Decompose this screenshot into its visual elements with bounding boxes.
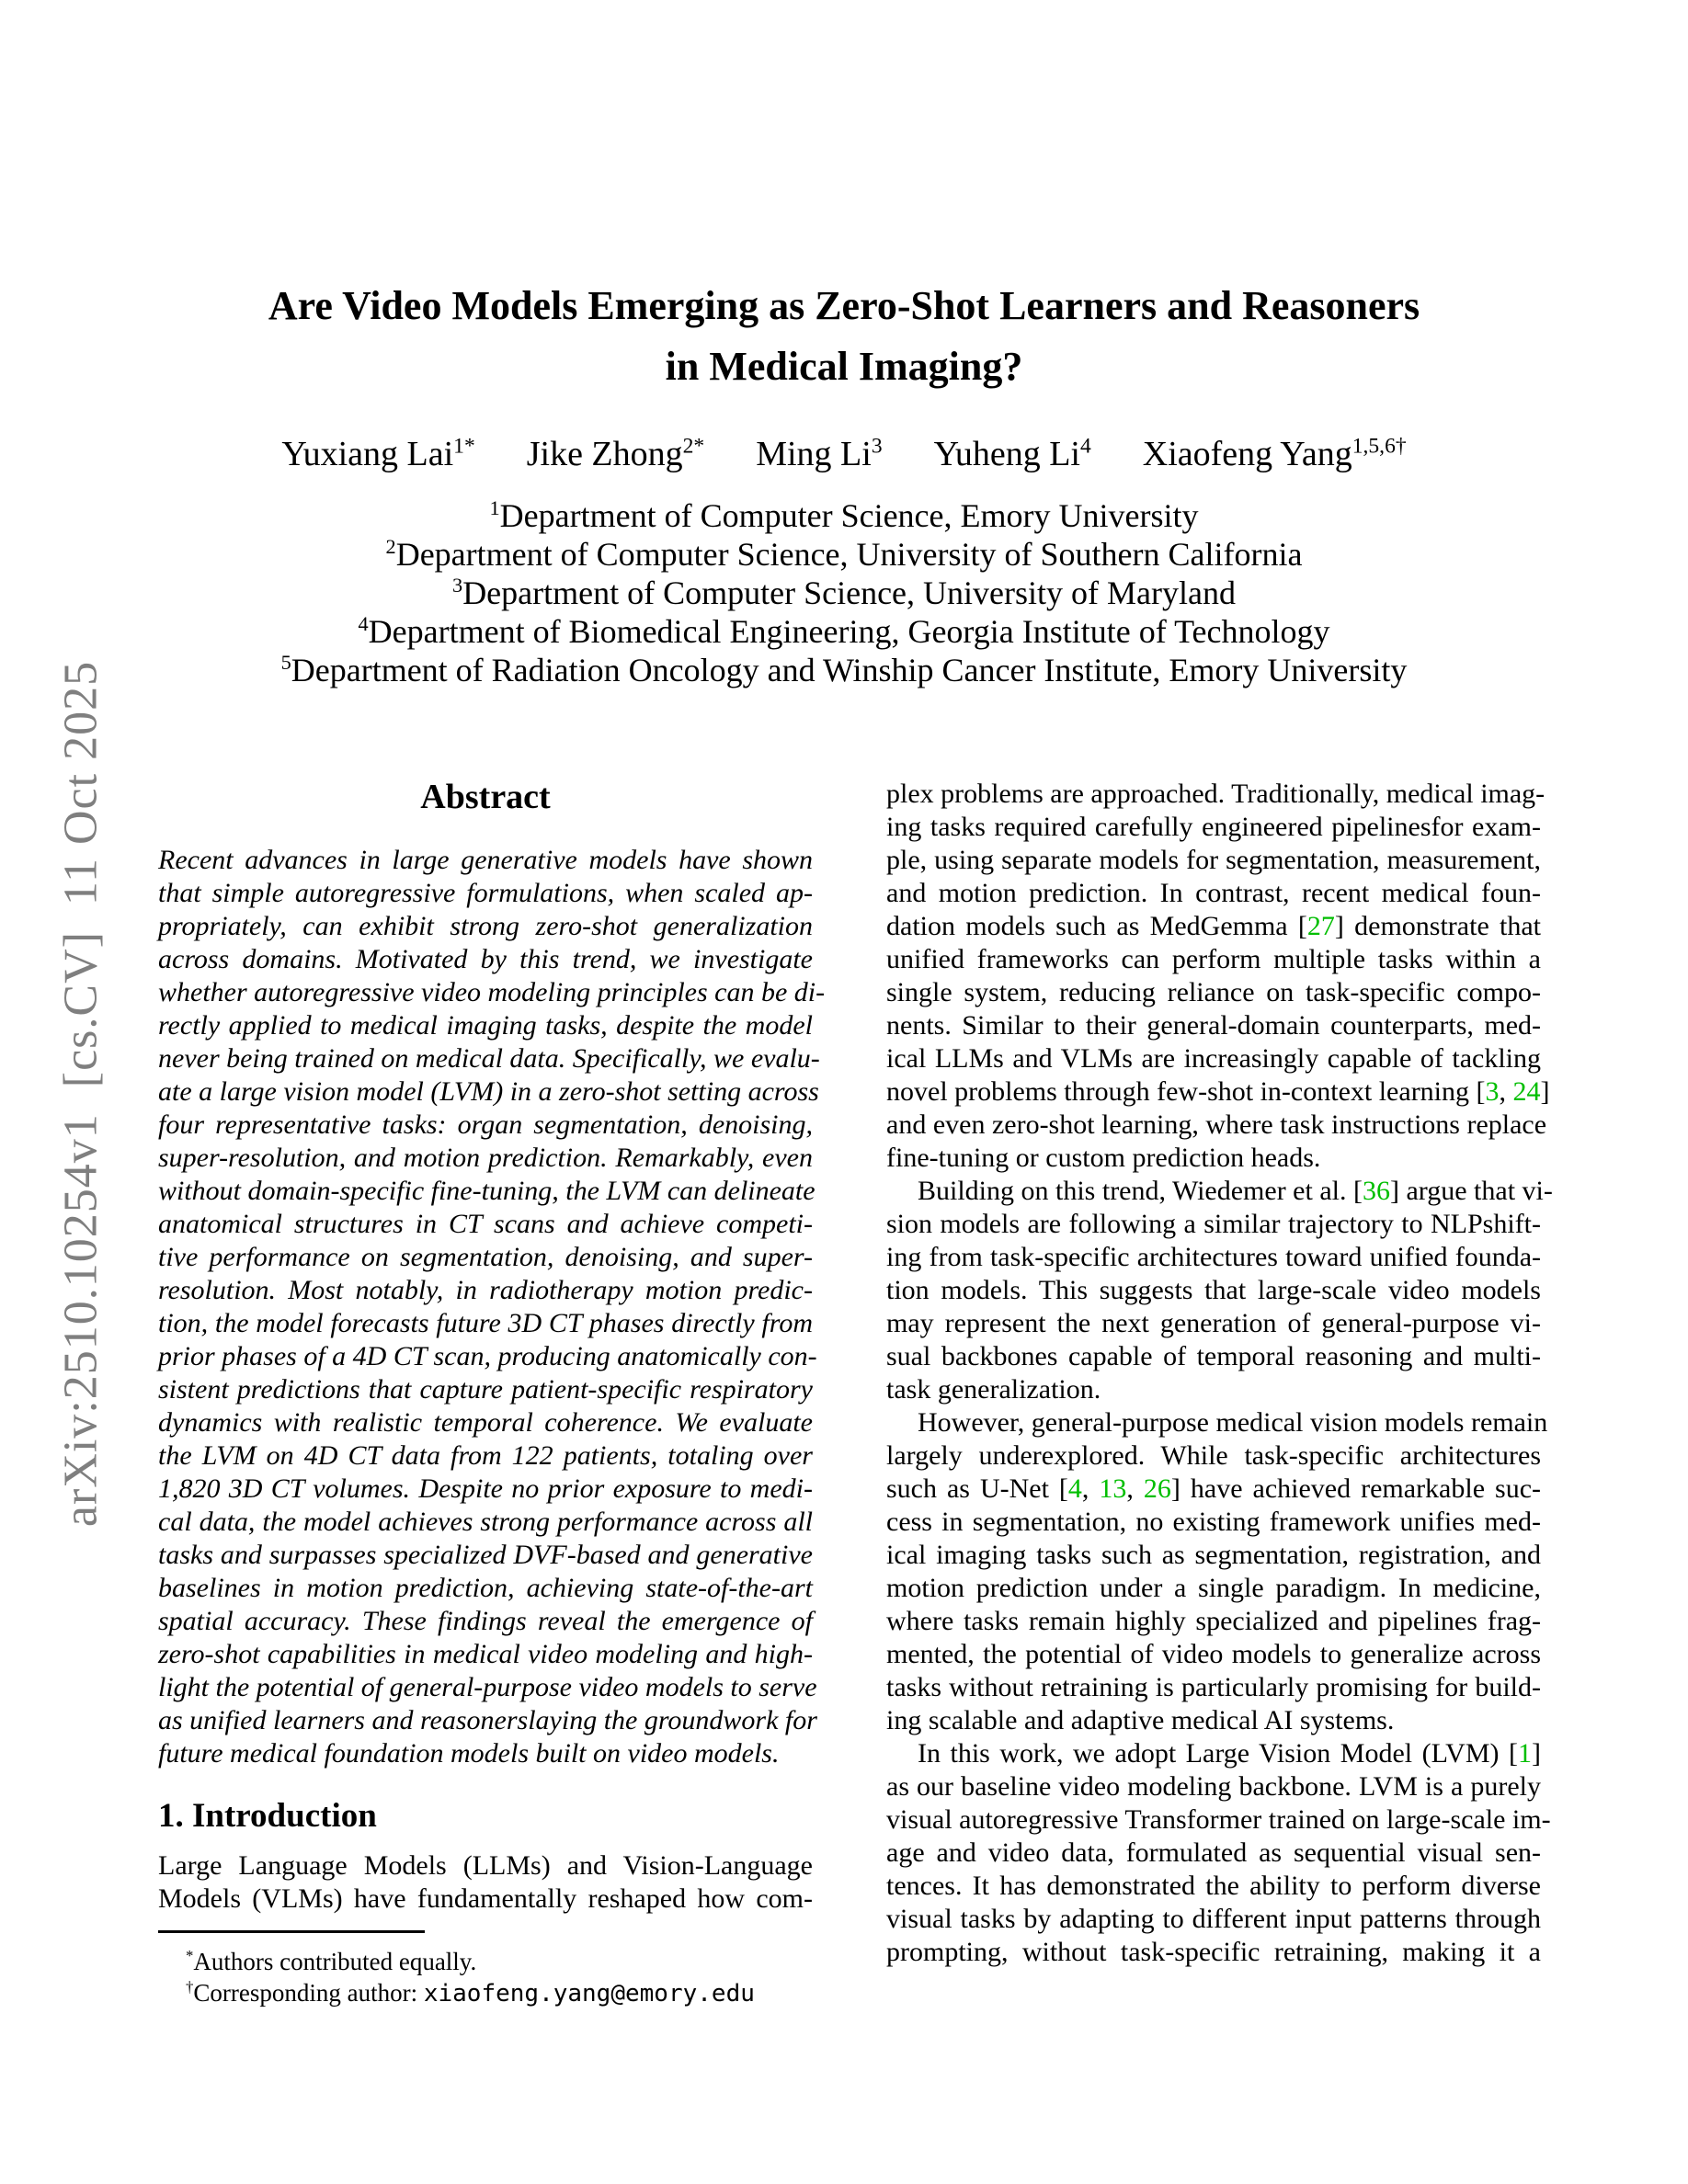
- right-column-text: [886, 778, 1553, 1969]
- text-line: as our baseline video modeling backbone. LVM is a purely: [886, 1771, 1541, 1802]
- paragraph: [158, 844, 826, 1770]
- affiliation-line: $^1$Department of Computer Science, Emory University: [489, 496, 1199, 534]
- text-line: novel problems through few-shot in-context learning [3, 24]: [886, 1076, 1550, 1107]
- author-list: [0, 434, 1688, 474]
- text-line: fine-tuning or custom prediction heads.: [886, 1143, 1321, 1173]
- text-line: ing tasks required carefully engineered pipelinesfor exam-: [886, 812, 1541, 842]
- text-line: dynamics with realistic temporal coherence. We evaluate: [158, 1407, 813, 1438]
- footnote-rule: [158, 1930, 425, 1933]
- author-name: Ming Li$^3$: [756, 434, 883, 473]
- author-name: Yuheng Li$^4$: [933, 434, 1091, 473]
- text-line: motion prediction under a single paradigm. In medicine,: [886, 1573, 1541, 1603]
- author-name: Yuxiang Lai$^{1*}$: [281, 434, 475, 473]
- text-line: ical LLMs and VLMs are increasingly capable of tackling: [886, 1043, 1541, 1074]
- affiliation-line: $^3$Department of Computer Science, University of Maryland: [452, 574, 1236, 611]
- text-line: age and video data, formulated as sequential visual sen-: [886, 1837, 1541, 1868]
- text-line: dation models such as MedGemma [27] demonstrate that: [886, 911, 1542, 941]
- text-line: prompting, without task-specific retraining, making it a: [886, 1937, 1541, 1967]
- author-name: Xiaofeng Yang$^{1,5,6\dagger}$: [1142, 434, 1407, 473]
- text-line: Building on this trend, Wiedemer et al. [36] argue that vi-: [918, 1176, 1553, 1206]
- text-line: Models (VLMs) have fundamentally reshaped how com-: [158, 1883, 813, 1914]
- paragraph: [886, 1175, 1553, 1406]
- affiliation-marker: 3: [452, 574, 463, 597]
- paragraph: [886, 778, 1550, 1175]
- right-column: [886, 778, 1553, 2009]
- footnote: †Corresponding author: xiaofeng.yang@emory.edu: [186, 1978, 755, 2008]
- text-line: spatial accuracy. These findings reveal the emergence of: [158, 1606, 813, 1636]
- text-line: resolution. Most notably, in radiotherapy motion predic-: [158, 1275, 813, 1305]
- text-line: prior phases of a 4D CT scan, producing anatomically con-: [158, 1341, 817, 1371]
- affiliation-list: [0, 496, 1688, 689]
- text-line: tasks without retraining is particularly promising for build-: [886, 1672, 1541, 1702]
- text-line: largely underexplored. While task-specific architectures: [886, 1440, 1541, 1471]
- footnote-block: [158, 1930, 813, 2009]
- citation-link[interactable]: 24: [1512, 1076, 1541, 1107]
- text-line: propriately, can exhibit strong zero-shot generalization: [158, 911, 813, 941]
- paragraph: [158, 1849, 813, 1916]
- text-line: without domain-specific fine-tuning, the LVM can delineate: [158, 1176, 815, 1206]
- paragraph: [886, 1737, 1551, 1969]
- two-column-body: [0, 778, 1688, 2009]
- abstract-text: [158, 844, 826, 1770]
- citation-link[interactable]: 3: [1485, 1076, 1500, 1107]
- text-line: that simple autoregressive formulations, when scaled ap-: [158, 878, 813, 908]
- text-line: tion, the model forecasts future 3D CT phases directly from: [158, 1308, 813, 1338]
- email-link[interactable]: xiaofeng.yang@emory.edu: [423, 1980, 755, 2008]
- citation-link[interactable]: 27: [1306, 911, 1335, 941]
- introduction-text: [158, 1849, 813, 1916]
- text-line: sistent predictions that capture patient-specific respiratory: [158, 1374, 813, 1405]
- text-line: ate a large vision model (LVM) in a zero-shot setting across: [158, 1076, 819, 1107]
- text-line: such as U-Net [4, 13, 26] have achieved remarkable suc-: [886, 1473, 1541, 1504]
- author-affiliation-marker: 4: [1079, 434, 1091, 459]
- affiliation-marker: 2: [385, 535, 396, 558]
- text-line: visual autoregressive Transformer trained on large-scale im-: [886, 1804, 1551, 1835]
- affiliation-line: $^5$Department of Radiation Oncology and Winship Cancer Institute, Emory University: [280, 651, 1408, 688]
- affiliation-marker: 4: [358, 612, 369, 635]
- text-line: four representative tasks: organ segmentation, denoising,: [158, 1109, 813, 1140]
- text-line: sion models are following a similar trajectory to NLPshift-: [886, 1209, 1541, 1239]
- text-line: and motion prediction. In contrast, recent medical foun-: [886, 878, 1541, 908]
- abstract-heading: Abstract: [420, 778, 551, 816]
- text-line: tive performance on segmentation, denoising, and super-: [158, 1242, 813, 1272]
- text-line: where tasks remain highly specialized and pipelines frag-: [886, 1606, 1541, 1636]
- citation-link[interactable]: 26: [1143, 1473, 1171, 1504]
- text-line: plex problems are approached. Traditionally, medical imag-: [886, 779, 1545, 809]
- text-line: ing scalable and adaptive medical AI systems.: [886, 1705, 1395, 1735]
- text-line: cess in segmentation, no existing framework unifies med-: [886, 1507, 1541, 1537]
- arxiv-watermark: arXiv:2510.10254v1 [cs.CV] 11 Oct 2025: [54, 660, 108, 1528]
- paragraph: [886, 1406, 1548, 1737]
- text-line: 1,820 3D CT volumes. Despite no prior exposure to medi-: [158, 1473, 813, 1504]
- text-line: tion models. This suggests that large-scale video models: [886, 1275, 1541, 1305]
- text-line: unified frameworks can perform multiple tasks within a: [886, 944, 1541, 974]
- footnote-marker: †: [186, 1978, 194, 1996]
- footnote-list: [158, 1946, 813, 2009]
- text-line: anatomical structures in CT scans and achieve competi-: [158, 1209, 813, 1239]
- text-line: tences. It has demonstrated the ability to perform diverse: [886, 1871, 1541, 1901]
- affiliation-line: $^4$Department of Biomedical Engineering, Georgia Institute of Technology: [358, 612, 1330, 650]
- paper-header: [0, 0, 1688, 689]
- text-line: In this work, we adopt Large Vision Model (LVM) [1]: [918, 1738, 1541, 1769]
- text-line: However, general-purpose medical vision models remain: [918, 1407, 1548, 1438]
- footnote-marker: *: [186, 1947, 194, 1964]
- citation-link[interactable]: 36: [1362, 1176, 1390, 1206]
- text-line: mented, the potential of video models to generalize across: [886, 1639, 1541, 1669]
- affiliation-marker: 1: [489, 496, 500, 519]
- paper-title-line-2: in Medical Imaging?: [665, 344, 1023, 389]
- text-line: task generalization.: [886, 1374, 1101, 1405]
- text-line: ing from task-specific architectures toward unified founda-: [886, 1242, 1541, 1272]
- citation-link[interactable]: 1: [1518, 1738, 1532, 1769]
- text-line: may represent the next generation of general-purpose vi-: [886, 1308, 1541, 1338]
- text-line: visual tasks by adapting to different input patterns through: [886, 1904, 1541, 1934]
- text-line: sual backbones capable of temporal reasoning and multi-: [886, 1341, 1541, 1371]
- text-line: across domains. Motivated by this trend, we investigate: [158, 944, 813, 974]
- paper-title-line-1: Are Video Models Emerging as Zero-Shot Learners and Reasoners: [268, 283, 1420, 328]
- text-line: whether autoregressive video modeling principles can be di-: [158, 977, 826, 1007]
- text-line: Recent advances in large generative models have shown: [158, 845, 813, 875]
- text-line: rectly applied to medical imaging tasks, despite the model: [158, 1010, 813, 1041]
- text-line: ical imaging tasks such as segmentation, registration, and: [886, 1540, 1541, 1570]
- section-heading-introduction: 1. Introduction: [158, 1797, 377, 1835]
- affiliation-line: $^2$Department of Computer Science, University of Southern California: [385, 535, 1303, 573]
- affiliation-marker: 5: [280, 651, 291, 674]
- citation-link[interactable]: 13: [1099, 1473, 1127, 1504]
- footnote: *Authors contributed equally.: [186, 1947, 477, 1975]
- author-affiliation-marker: 1*: [453, 434, 475, 459]
- text-line: the LVM on 4D CT data from 122 patients, totaling over: [158, 1440, 813, 1471]
- text-line: never being trained on medical data. Specifically, we evalu-: [158, 1043, 820, 1074]
- text-line: as unified learners and reasonerslaying the groundwork for: [158, 1705, 817, 1735]
- text-line: nents. Similar to their general-domain counterparts, med-: [886, 1010, 1541, 1041]
- text-line: future medical foundation models built on video models.: [158, 1738, 780, 1769]
- author-affiliation-marker: 2*: [682, 434, 705, 459]
- text-line: tasks and surpasses specialized DVF-based and generative: [158, 1540, 813, 1570]
- text-line: cal data, the model achieves strong performance across all: [158, 1507, 813, 1537]
- text-line: and even zero-shot learning, where task instructions replace: [886, 1109, 1547, 1140]
- text-line: super-resolution, and motion prediction. Remarkably, even: [158, 1143, 813, 1173]
- text-line: zero-shot capabilities in medical video modeling and high-: [158, 1639, 813, 1669]
- left-column: [158, 778, 826, 2009]
- author-name: Jike Zhong$^{2*}$: [526, 434, 705, 473]
- author-affiliation-marker: 1,5,6†: [1352, 434, 1407, 459]
- citation-link[interactable]: 4: [1067, 1473, 1082, 1504]
- author-affiliation-marker: 3: [871, 434, 883, 459]
- text-line: single system, reducing reliance on task-specific compo-: [886, 977, 1541, 1007]
- text-line: baselines in motion prediction, achieving state-of-the-art: [158, 1573, 813, 1603]
- text-line: ple, using separate models for segmentation, measurement,: [886, 845, 1541, 875]
- text-line: Large Language Models (LLMs) and Vision-Language: [158, 1850, 813, 1881]
- text-line: light the potential of general-purpose video models to serve: [158, 1672, 817, 1702]
